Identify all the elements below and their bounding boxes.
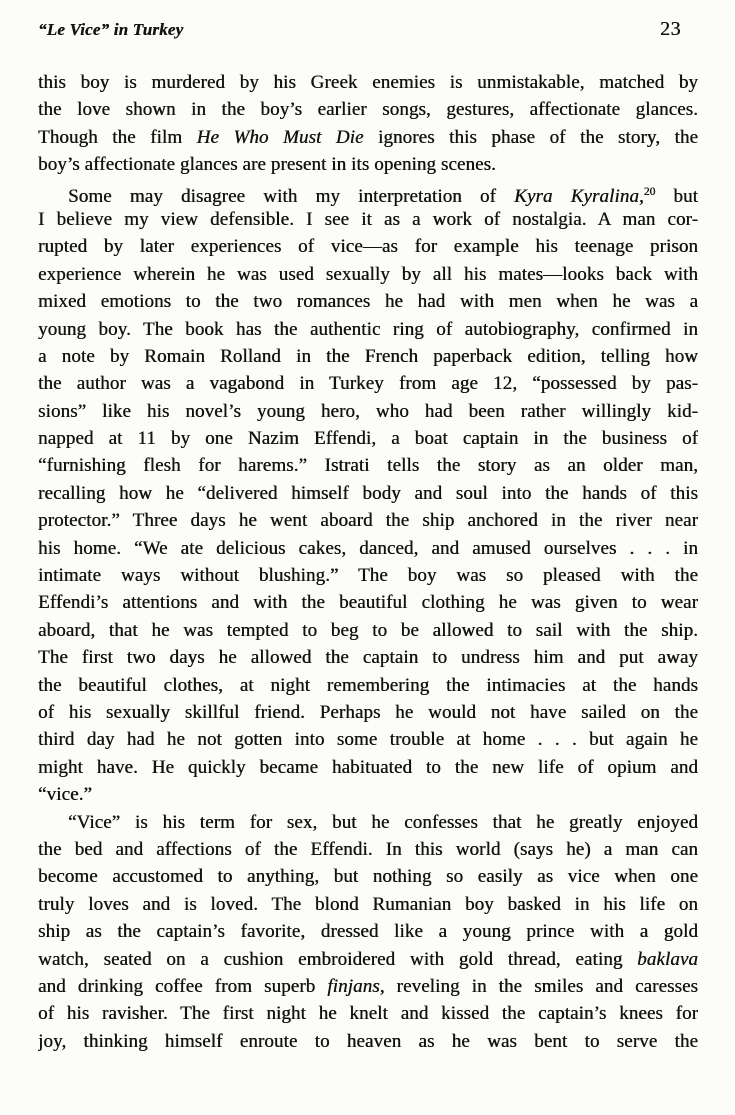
text-segment: recalling how he “delivered himself body and soul into the hands of this [38,482,698,504]
text-line [38,809,698,836]
text-segment: aboard, that he was tempted to beg to be allowed to sail with the ship. [38,619,698,641]
text-line [38,973,698,1000]
text-line [38,179,698,206]
text-segment: boy’s affectionate glances are present in its opening scenes. [38,154,496,176]
text-segment: the love shown in the boy’s earlier songs, gestures, affectionate glances. [38,99,698,121]
text-line [38,452,698,479]
text-line [38,535,698,562]
text-segment: watch, seated on a cushion embroidered with gold thread, eating [38,948,638,970]
text-segment: Kyra Kyralina, [514,185,644,206]
text-line [38,96,698,123]
text-segment: this boy is murdered by his Greek enemies is unmistakable, matched by [38,72,698,93]
text-segment: mixed emotions to the two romances he had with men when he was a [38,291,698,313]
running-title: “Le Vice” in Turkey [38,20,184,39]
text-segment: I believe my view defensible. I see it as a work of nostalgia. A man cor- [38,208,698,230]
text-line [38,206,698,233]
text-segment: Though the film [38,126,197,148]
text-line [38,946,698,973]
text-segment: finjans, [327,975,385,997]
text-line [38,918,698,945]
text-line [38,754,698,781]
text-segment: his home. “We ate delicious cakes, danced, and amused ourselves . . . in [38,537,698,559]
text-line [38,699,698,726]
text-segment: of his ravisher. The first night he knelt and kissed the captain’s knees for [38,1003,698,1025]
text-segment: the beautiful clothes, at night remembering the intimacies at the hands [38,674,698,696]
text-segment: experience wherein he was used sexually by all his mates—looks back with [38,263,698,285]
text-line [38,891,698,918]
text-line [38,343,698,370]
text-line [38,507,698,534]
text-line [38,69,698,96]
text-line [38,1028,698,1055]
text-segment: Some may disagree with my interpretation of [68,185,515,206]
text-segment: “furnishing flesh for harems.” Istrati tells the story as an older man, [38,455,698,477]
body-text [38,69,698,1055]
text-line [38,124,698,151]
text-line [38,288,698,315]
text-segment: and drinking coffee from superb [38,975,328,997]
text-line [38,562,698,589]
text-segment: might have. He quickly became habituated to the new life of opium and [38,756,698,778]
text-segment: “vice.” [38,784,92,806]
text-line [38,316,698,343]
text-segment: young boy. The book has the authentic ring of autobiography, confirmed in [38,318,698,340]
text-line [38,370,698,397]
text-segment: protector.” Three days he went aboard the ship anchored in the river near [38,510,698,532]
footnote-reference: 20 [643,185,656,198]
text-line [38,398,698,425]
text-line [38,233,698,260]
text-line [38,672,698,699]
text-segment: become accustomed to anything, but nothing so easily as vice when one [38,866,698,888]
page-number: 23 [660,18,681,40]
text-segment: napped at 11 by one Nazim Effendi, a boat captain in the business of [38,428,698,450]
text-segment: of his sexually skillful friend. Perhaps he would not have sailed on the [38,701,698,723]
paragraph [38,69,698,179]
text-line [38,863,698,890]
text-line [38,261,698,288]
text-segment: ship as the captain’s favorite, dressed like a young prince with a gold [38,921,698,943]
text-segment: Effendi’s attentions and with the beautiful clothing he was given to wear [38,592,698,614]
page-header [38,18,697,41]
paragraph [38,179,698,809]
text-line [38,781,698,808]
text-segment: intimate ways without blushing.” The boy was so pleased with the [38,565,698,587]
text-segment: The first two days he allowed the captain to undress him and put away [38,647,698,669]
text-line [38,726,698,753]
text-segment: third day had he not gotten into some trouble at home . . . but again he [38,729,698,751]
text-segment: baklava [637,948,698,970]
text-segment: the bed and affections of the Effendi. In this world (says he) a man can [38,838,698,860]
text-segment: reveling in the smiles and caresses [384,975,698,997]
text-segment: truly loves and is loved. The blond Rumanian boy basked in his life on [38,893,698,915]
text-segment: ignores this phase of the story, the [363,126,698,148]
text-line [38,589,698,616]
text-line [38,836,698,863]
text-segment: sions” like his novel’s young hero, who had been rather willingly kid- [38,400,698,422]
text-line [38,1000,698,1027]
text-line [38,425,698,452]
text-segment: rupted by later experiences of vice—as for example his teenage prison [38,236,698,258]
text-segment: “Vice” is his term for sex, but he confesses that he greatly enjoyed [68,811,698,833]
text-segment: a note by Romain Rolland in the French paperback edition, telling how [38,345,698,367]
text-line [38,617,698,644]
text-segment: but [655,185,698,206]
text-segment: the author was a vagabond in Turkey from age 12, “possessed by pas- [38,373,698,395]
text-line [38,151,698,178]
text-line [38,480,698,507]
paragraph [38,809,698,1056]
text-line [38,644,698,671]
text-segment: joy, thinking himself enroute to heaven as he was bent to serve the [38,1030,698,1052]
text-segment: He Who Must Die [196,126,364,148]
